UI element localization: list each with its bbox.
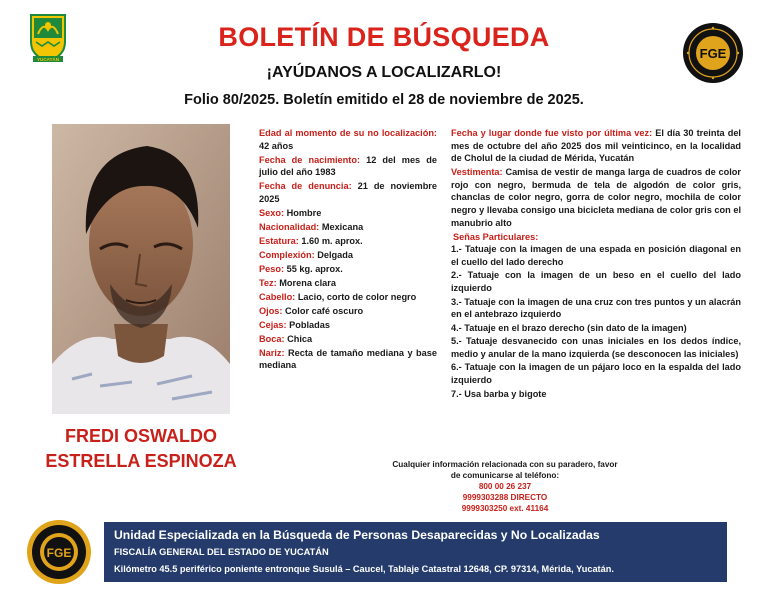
footer-agency-name: FISCALÍA GENERAL DEL ESTADO DE YUCATÁN [114,547,329,557]
detail-complexion: Tez: Morena clara [259,277,336,288]
name-line-1: FREDI OSWALDO [65,426,217,446]
distinguishing-marks-title: Señas Particulares: [453,231,539,242]
detail-nose: Nariz: Recta de tamaño mediana y base mediana [259,347,437,371]
mark-item: 5.- Tatuaje desvanecido con unas iniciales en los dedos índice, medio y anular de la mano izquierda (se desconocen las iniciales) [451,336,741,359]
detail-height: Estatura: 1.60 m. aprox. [259,235,363,246]
case-details [451,127,741,401]
detail-hair: Cabello: Lacio, corto de color negro [259,291,417,302]
bulletin-folio: Folio 80/2025. Boletín emitido el 28 de noviembre de 2025. [184,92,584,108]
name-line-2: ESTRELLA ESPINOZA [45,451,237,471]
detail-build: Complexión: Delgada [259,249,353,260]
mark-item: 7.- Usa barba y bigote [451,388,547,399]
detail-nationality: Nacionalidad: Mexicana [259,221,364,232]
phone-number[interactable]: 9999303250 ext. 41164 [461,504,549,513]
mark-item: 3.- Tatuaje con la imagen de una cruz con tres puntos y un alacrán en el antebrazo izquierdo [451,296,741,320]
phone-number[interactable]: 800 00 26 237 [478,482,532,491]
clothing: Vestimenta: Camisa de vestir de manga larga de cuadros de color rojo con negro, bermuda de tela de algodón de color gris, chanclas de color negro, gorra de color negro, mochila de color negro y llevaba consigo una bicicleta mediana de color gris con el manubrio alto [451,167,741,228]
bulletin-title: BOLETÍN DE BÚSQUEDA [218,22,550,52]
detail-age: Edad al momento de su no localización: 42 años [259,128,437,151]
phone-number[interactable]: 9999303288 DIRECTO [462,493,548,502]
missing-person-photo [52,124,230,414]
detail-report-date: Fecha de denuncia: 21 de noviembre 2025 [259,181,437,204]
mark-item: 4.- Tatuaje en el brazo derecho (sin dato de la imagen) [451,322,687,333]
physical-details [259,127,437,373]
footer-address: Kilómetro 45.5 periférico poniente entronque Susulá – Caucel, Tablaje Catastral 12648, CP. 97314, Mérida, Yucatán. [114,564,614,574]
detail-eyebrows: Cejas: Pobladas [259,319,330,330]
last-seen: Fecha y lugar donde fue visto por última vez: El día 30 treinta del mes de octubre del año 2025 dos mil veinticinco, en la localidad de Cholul de la ciudad de Mérida, Yucatán [451,128,741,164]
bulletin-subtitle: ¡AYÚDANOS A LOCALIZARLO! [266,64,502,81]
detail-mouth: Boca: Chica [259,333,313,344]
state-seal-text: YUCATÁN [36,56,60,62]
fge-footer-seal-logo [26,519,92,585]
fge-footer-seal-text: FGE [46,546,72,560]
missing-person-name [0,424,282,474]
detail-weight: Peso: 55 kg. aprox. [259,263,343,274]
footer-unit-name: Unidad Especializada en la Búsqueda de Personas Desaparecidas y No Localizadas [114,528,600,542]
detail-sex: Sexo: Hombre [259,207,322,218]
mark-item: 1.- Tatuaje con la imagen de una espada en posición diagonal en el cuello del lado derecho [451,244,741,267]
mark-item: 6.- Tatuaje con la imagen de un pájaro loco en la espalda del lado izquierdo [451,362,741,386]
fge-seal-text: FGE [699,46,727,61]
contact-info [390,459,620,514]
detail-birthdate: Fecha de nacimiento: 12 del mes de julio del año 1983 [259,154,437,178]
contact-intro: Cualquier información relacionada con su paradero, favor de comunicarse al teléfono: [392,460,618,480]
mark-item: 2.- Tatuaje con la imagen de un beso en el cuello del lado izquierdo [451,270,741,293]
detail-eyes: Ojos: Color café oscuro [259,305,364,316]
